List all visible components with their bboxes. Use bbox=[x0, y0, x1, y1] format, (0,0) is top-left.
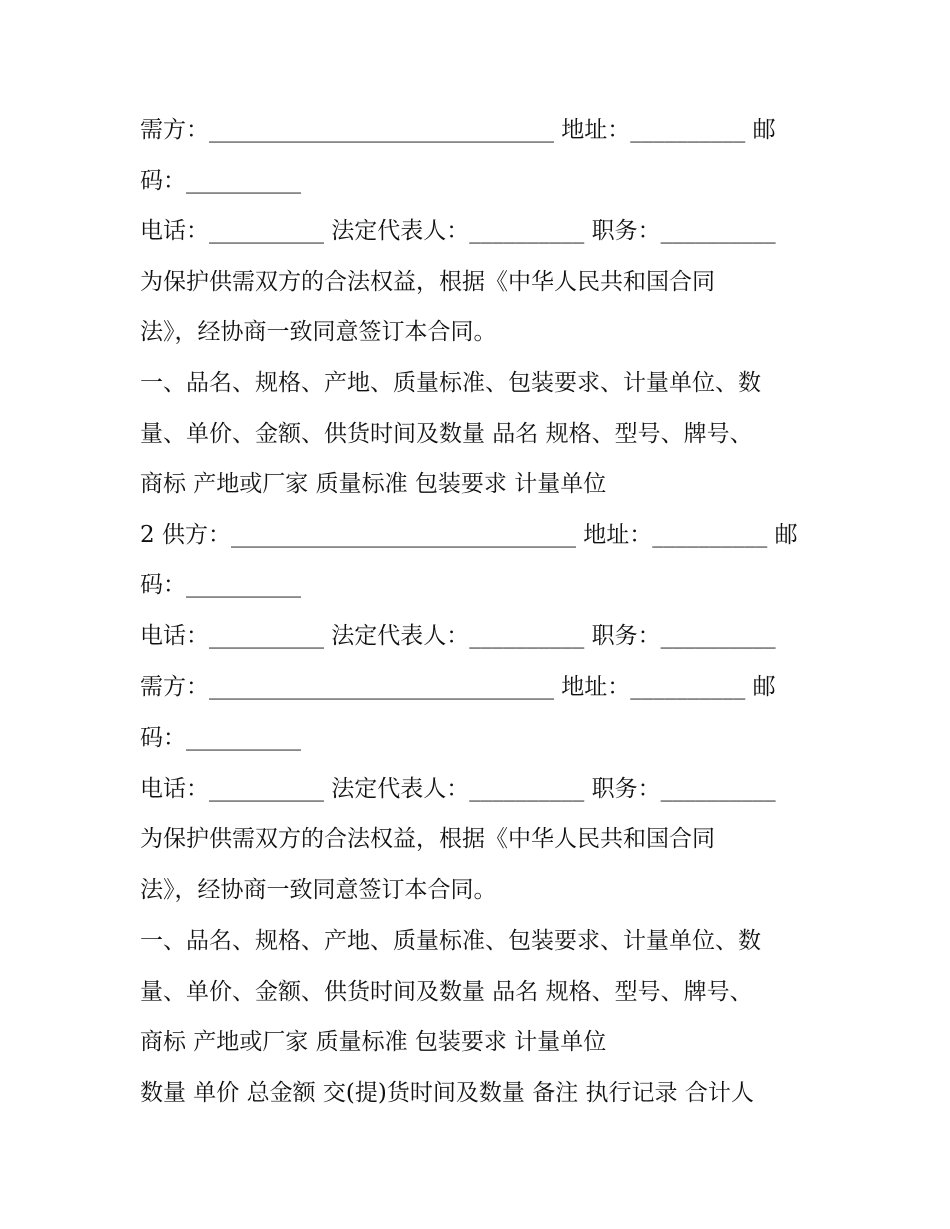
buyer-postcode-line: 码：__________ bbox=[140, 168, 301, 194]
supplier-name-address-line: 2 供方：______________________________ 地址：__________ 邮 bbox=[140, 522, 798, 548]
buyer-name-address-line: 需方：______________________________ 地址：__________ 邮 bbox=[140, 117, 776, 143]
buyer-postcode-line: 码：__________ bbox=[140, 725, 301, 751]
buyer-phone-representative-line: 电话：__________ 法定代表人：__________ 职务：__________ bbox=[140, 776, 776, 802]
section-one-line: 量、单价、金额、供货时间及数量 品名 规格、型号、牌号、 bbox=[140, 979, 753, 1005]
purpose-paragraph-line: 法》，经协商一致同意签订本合同。 bbox=[140, 877, 497, 903]
purpose-paragraph-line: 为保护供需双方的合法权益，根据《中华人民共和国合同 bbox=[140, 826, 715, 852]
supplier-postcode-line: 码：__________ bbox=[140, 572, 301, 598]
section-one-line: 量、单价、金额、供货时间及数量 品名 规格、型号、牌号、 bbox=[140, 421, 753, 447]
buyer-phone-representative-line: 电话：__________ 法定代表人：__________ 职务：__________ bbox=[140, 218, 776, 244]
table-header-line: 数量 单价 总金额 交(提)货时间及数量 备注 执行记录 合计人 bbox=[140, 1080, 754, 1106]
section-one-line: 一、品名、规格、产地、质量标准、包装要求、计量单位、数 bbox=[140, 928, 761, 954]
buyer-name-address-line: 需方：______________________________ 地址：__________ 邮 bbox=[140, 674, 776, 700]
section-one-line: 一、品名、规格、产地、质量标准、包装要求、计量单位、数 bbox=[140, 370, 761, 396]
purpose-paragraph-line: 为保护供需双方的合法权益，根据《中华人民共和国合同 bbox=[140, 269, 715, 295]
purpose-paragraph-line: 法》，经协商一致同意签订本合同。 bbox=[140, 319, 497, 345]
supplier-phone-representative-line: 电话：__________ 法定代表人：__________ 职务：__________ bbox=[140, 623, 776, 649]
section-one-line: 商标 产地或厂家 质量标准 包装要求 计量单位 bbox=[140, 471, 607, 497]
section-one-line: 商标 产地或厂家 质量标准 包装要求 计量单位 bbox=[140, 1029, 607, 1055]
